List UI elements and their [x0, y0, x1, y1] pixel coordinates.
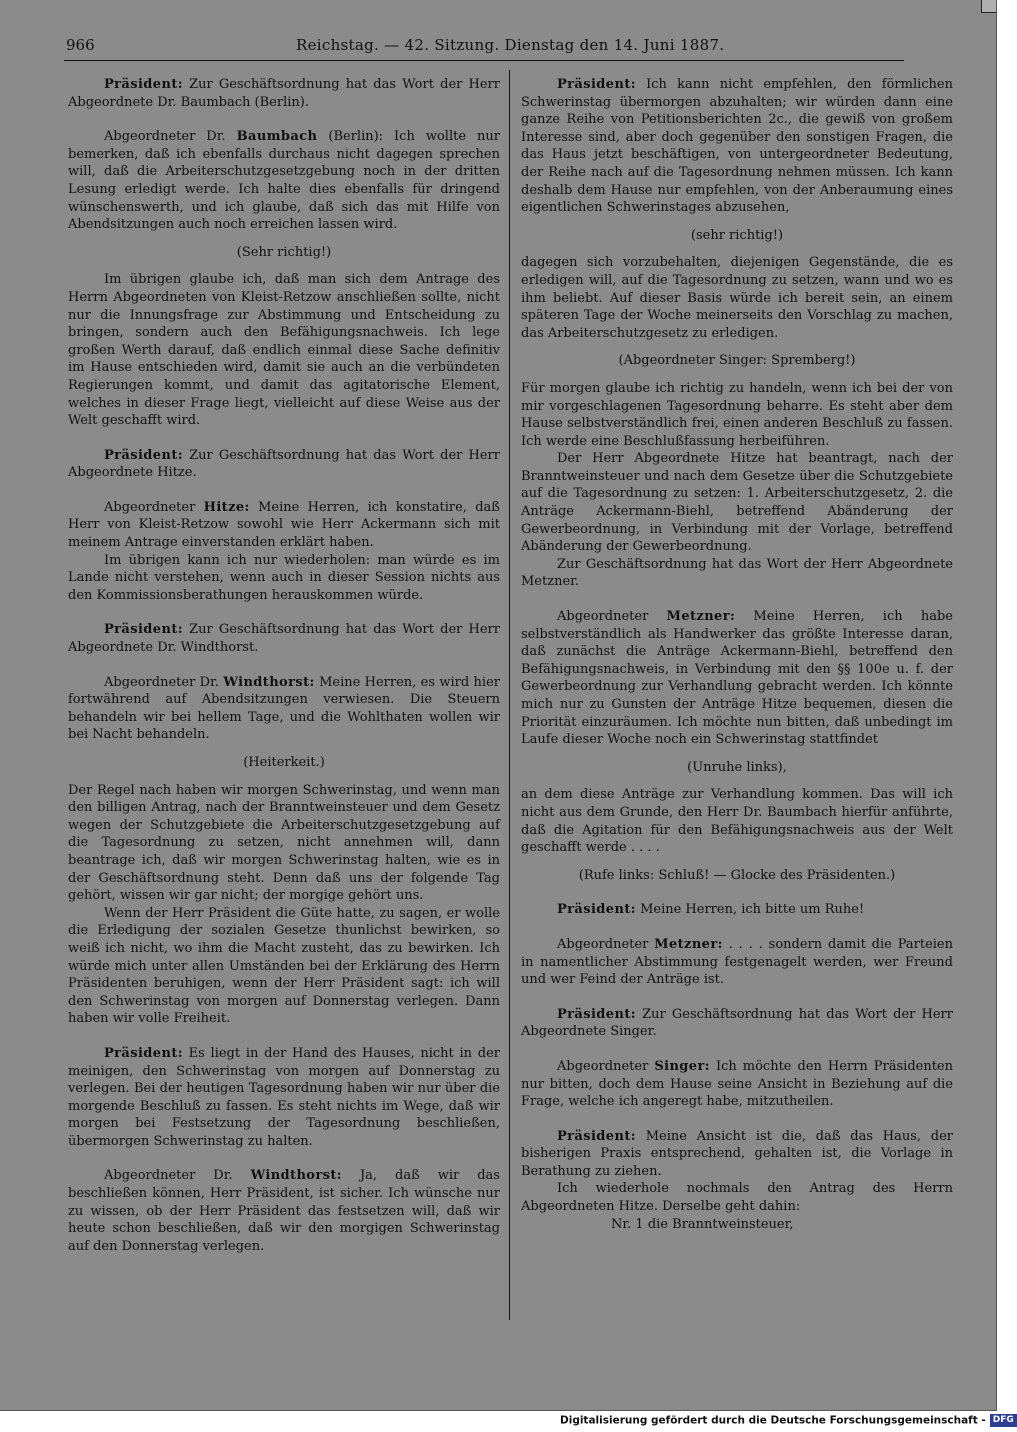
paragraph: Abgeordneter Dr. Baumbach (Berlin): Ich wollte nur bemerken, daß ich ebenfalls durchaus nicht dagegen sprechen will, daß die Arbeiterschutzgesetzgebung noch in der dritten Lesung erledigt werde. Ich halte dies ebenfalls für dringend wünschenswerth, und ich glaube, daß sich das mit Hilfe von Abendsitzungen auch noch erreichen lassen wird.	[68, 129, 500, 233]
column-divider	[509, 70, 510, 1320]
paragraph: Der Herr Abgeordnete Hitze hat beantragt, nach der Branntweinsteuer und nach dem Gesetze über die Schutzgebiete auf die Tagesordnung zu setzen: 1. Arbeiterschutzgesetz, 2. die Anträge Ackermann-Biehl, betreffend Abänderung der Gewerbeordnung, in Verbindung mit der Vorlage, betreffend Abänderung der Gewerbeordnung.	[521, 451, 953, 555]
paragraph: Abgeordneter Dr. Windthorst: Ja, daß wir das beschließen können, Herr Präsident, ist sicher. Ich wünsche nur zu wissen, ob der Herr Präsident das festsetzen will, daß wir heute schon beschließen, daß wir den morgigen Schwerinstag auf den Donnerstag verlegen.	[68, 1168, 500, 1254]
paragraph: Präsident: Es liegt in der Hand des Hauses, nicht in der meinigen, den Schwerinstag von morgen auf Donnerstag zu verlegen. Bei der heutigen Tagesordnung haben wir nur über die morgende Beschluß zu fassen. Es steht nichts im Wege, daß wir morgen bei Festsetzung der Tagesordnung beschließen, übermorgen Schwerinstag zu halten.	[68, 1045, 500, 1149]
paragraph: Im übrigen glaube ich, daß man sich dem Antrage des Herrn Abgeordneten von Kleist-Retzow anschließen sollte, nicht nur die Innungsfrage zur Abstimmung und Entscheidung zu bringen, sondern auch den Befähigungsnachweis. Ich lege großen Werth darauf, daß endlich einmal diese Sache definitiv im Hause entschieden wird, damit sie auch an die verbündeten Regierungen kommt, und damit das agitatorische Element, welches in dieser Frage liegt, vielleicht auf diese Weise aus der Welt geschafft wird.	[68, 272, 500, 429]
speaker-name: Präsident:	[104, 622, 183, 638]
speaker-name: Hitze:	[203, 499, 250, 515]
paragraph: Zur Geschäftsordnung hat das Wort der Herr Abgeordnete Metzner.	[521, 556, 953, 590]
paragraph: Wenn der Herr Präsident die Güte hatte, zu sagen, er wolle die Erledigung der sozialen Gesetze thunlichst bewirken, so weiß ich nicht, wo ihm die Macht zusteht, das zu bewirken. Ich würde mich unter allen Umständen bei der Erklärung des Herrn Präsidenten beruhigen, wenn der Herr Präsident sagt: ich will den Schwerinstag von morgen auf Donnerstag verlegen. Dann haben wir volle Freiheit.	[68, 905, 500, 1027]
interjection: (Unruhe links),	[687, 759, 787, 775]
paragraph: Präsident: Zur Geschäftsordnung hat das Wort der Herr Abgeordnete Dr. Windthorst.	[68, 622, 500, 656]
digitization-credit	[560, 1414, 1014, 1430]
dfg-logo: DFG	[990, 1414, 1017, 1427]
speaker-name: Baumbach	[236, 129, 318, 145]
speaker-name: Metzner:	[654, 936, 723, 952]
speaker-name: Präsident:	[557, 1128, 636, 1144]
speaker-name: Singer:	[654, 1058, 710, 1074]
paragraph: Präsident: Zur Geschäftsordnung hat das Wort der Herr Abgeordnete Dr. Baumbach (Berlin).	[68, 77, 500, 110]
paragraph: an dem diese Anträge zur Verhandlung kommen. Das will ich nicht aus dem Grunde, den Herr Dr. Baumbach hierfür anführte, daß die Agitation für den Befähigungsnachweis aus der Welt geschafft werde . . . .	[521, 787, 953, 856]
paragraph: Präsident: Ich kann nicht empfehlen, den förmlichen Schwerinstag übermorgen abzuhalten; wir würden dann eine ganze Reihe von Petitionsberichten 2c., die gewiß von großem Interesse sind, aber doch gegenüber den sonstigen Fragen, die das Haus jetzt beschäftigen, von untergeordneter Bedeutung, der Reihe nach auf die Tagesordnung nehmen müssen. Ich kann deshalb dem Hause nur empfehlen, von der Anberaumung eines eigentlichen Schwerinstages abzusehen,	[521, 77, 953, 216]
paragraph: Nr. 1 die Branntweinsteuer,	[611, 1216, 794, 1232]
speaker-name: Präsident:	[557, 1006, 636, 1022]
paragraph: Ich wiederhole nochmals den Antrag des Herrn Abgeordneten Hitze. Derselbe geht dahin:	[521, 1181, 953, 1215]
speaker-name: Präsident:	[104, 1045, 183, 1061]
running-title: Reichstag. — 42. Sitzung. Dienstag den 14. Juni 1887.	[296, 36, 725, 54]
speaker-name: Windthorst:	[250, 1168, 342, 1184]
speaker-name: Metzner:	[666, 609, 736, 625]
credit-text: Digitalisierung gefördert durch die Deutsche Forschungsgemeinschaft -	[560, 1414, 986, 1427]
speaker-name: Präsident:	[104, 77, 183, 92]
page-number: 966	[66, 36, 95, 54]
paragraph: Abgeordneter Metzner: . . . . sondern damit die Parteien in namentlicher Abstimmung festgenagelt werden, wer Freund und wer Feind der Anträge ist.	[521, 936, 953, 988]
paragraph: Abgeordneter Singer: Ich möchte den Herrn Präsidenten nur bitten, doch dem Hause seine Ansicht in Beziehung auf die Frage, welche ich angeregt habe, mitzutheilen.	[521, 1058, 953, 1110]
header-rule	[64, 60, 904, 61]
paragraph: Für morgen glaube ich richtig zu handeln, wenn ich bei der von mir vorgeschlagenen Tagesordnung beharre. Es steht aber dem Hause selbstverständlich frei, einen anderen Beschluß zu fassen. Ich werde eine Beschlußfassung herbeiführen.	[521, 380, 953, 449]
paragraph: Der Regel nach haben wir morgen Schwerinstag, und wenn man den billigen Antrag, nach der Branntweinsteuer und dem Gesetz wegen der Schutzgebiete die Arbeiterschutzgesetzgebung auf die Tagesordnung zu setzen, nicht annehmen will, dann beantrage ich, daß wir morgen Schwerinstag halten, wie es in der Geschäftsordnung steht. Denn daß uns der folgende Tag gehört, wissen wir gar nicht; der morgige gehört uns.	[68, 782, 500, 904]
left-column	[68, 76, 500, 1255]
paragraph: Im übrigen kann ich nur wiederholen: man würde es im Lande nicht verstehen, wenn auch in dieser Session nichts aus den Kommissionsberathungen herauskommen würde.	[68, 552, 500, 603]
speaker-name: Präsident:	[104, 447, 183, 463]
paragraph: Präsident: Meine Ansicht ist die, daß das Haus, der bisherigen Praxis entsprechend, gehalten ist, die Vorlage in Berathung zu ziehen.	[521, 1128, 953, 1179]
page-corner-mark	[981, 0, 996, 13]
paragraph: Abgeordneter Metzner: Meine Herren, ich habe selbstverständlich als Handwerker das größte Interesse daran, daß zunächst die Anträge Ackermann-Biehl, betreffend den Befähigungsnachweis, in Verbindung mit den §§ 100e u. f. der Gewerbeordnung zur Verhandlung gebracht werden. Ich könnte mich nur zu Gunsten der Anträge Hitze bequemen, diesen die Priorität einzuräumen. Ich möchte nun bitten, daß unbedingt im Laufe dieser Woche noch ein Schwerinstag stattfindet	[521, 609, 953, 748]
interjection: (Heiterkeit.)	[243, 755, 325, 770]
interjection: (Rufe links: Schluß! — Glocke des Präsidenten.)	[578, 867, 896, 883]
paragraph: Abgeordneter Dr. Windthorst: Meine Herren, es wird hier fortwährend auf Abendsitzungen verwiesen. Die Steuern behandeln wir bei hellem Tage, und die Wohlthaten wollen wir bei Nacht behandeln.	[68, 674, 500, 743]
speaker-name: Präsident:	[557, 902, 636, 918]
interjection: (Abgeordneter Singer: Spremberg!)	[618, 353, 856, 369]
paragraph: Abgeordneter Hitze: Meine Herren, ich konstatire, daß Herr von Kleist-Retzow sowohl wie Herr Ackermann sich mit meinem Antrage einverstanden erklärt haben.	[68, 499, 500, 551]
page-header	[66, 36, 900, 58]
paragraph: Präsident: Meine Herren, ich bitte um Ruhe!	[557, 902, 865, 918]
speaker-name: Präsident:	[557, 77, 636, 92]
paragraph: Präsident: Zur Geschäftsordnung hat das Wort der Herr Abgeordnete Singer.	[521, 1006, 953, 1040]
interjection: (Sehr richtig!)	[236, 244, 332, 260]
paragraph: Präsident: Zur Geschäftsordnung hat das Wort der Herr Abgeordnete Hitze.	[68, 447, 500, 481]
paragraph: dagegen sich vorzubehalten, diejenigen Gegenstände, die es erledigen will, auf die Tagesordnung zu setzen, wann und wo es ihm beliebt. Auf dieser Basis würde ich bereit sein, an einem späteren Tage der Woche meinerseits den Vorschlag zu machen, das Arbeiterschutzgesetz zu erledigen.	[521, 255, 953, 341]
interjection: (sehr richtig!)	[690, 227, 784, 243]
speaker-name: Windthorst:	[223, 674, 315, 690]
right-column	[521, 76, 953, 1233]
